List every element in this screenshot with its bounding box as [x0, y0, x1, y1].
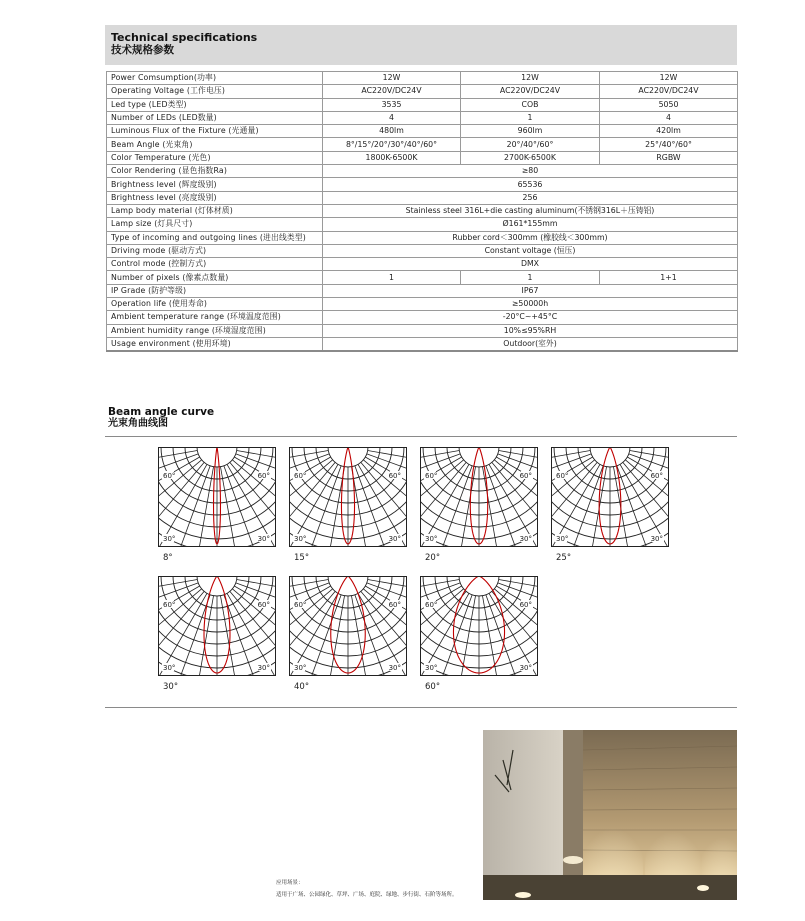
spec-row — [107, 204, 738, 217]
spec-value: 12W — [600, 72, 738, 85]
spec-value: 65536 — [323, 178, 738, 191]
spec-value: Rubber cord＜300mm (橡胶线＜300mm) — [323, 231, 738, 244]
spec-value: COB — [461, 98, 600, 111]
grid-spoke — [320, 467, 344, 547]
ring-label: 60° — [388, 472, 401, 480]
spec-label: Usage environment (使用环境) — [107, 337, 323, 351]
spec-row — [107, 98, 738, 111]
application-caption-text: 适用于广场、公园绿化、草坪、广场、庭院、绿地、步行街、石阶等场所。 — [276, 892, 458, 898]
beam-angle-label: 25° — [556, 553, 572, 563]
spec-label: Operating Voltage (工作电压) — [107, 85, 323, 98]
spec-header-band — [105, 25, 737, 65]
beam-top-divider — [105, 436, 737, 437]
ring-label: 60° — [556, 472, 569, 480]
spec-label: Ambient temperature range (环境温度范围) — [107, 311, 323, 324]
spec-value: ≥50000h — [323, 298, 738, 311]
spec-row — [107, 178, 738, 191]
grid-spoke — [320, 596, 344, 676]
beam-chart-svg — [551, 447, 669, 547]
spec-label: Led type (LED类型) — [107, 98, 323, 111]
grid-spoke — [189, 467, 213, 547]
beam-section-title: Beam angle curve — [108, 406, 215, 418]
spec-row — [107, 258, 738, 271]
spec-value: 1 — [461, 111, 600, 124]
application-caption-title: 应用场景： — [276, 880, 304, 886]
spec-value: 3535 — [323, 98, 461, 111]
beam-chart-svg — [420, 447, 538, 547]
spec-row — [107, 72, 738, 85]
ring-label: 60° — [388, 601, 401, 609]
ring-label: 60° — [425, 601, 438, 609]
spec-value: 960lm — [461, 125, 600, 138]
beam-chart-svg — [158, 447, 276, 547]
spec-value: AC220V/DC24V — [600, 85, 738, 98]
beam-bottom-divider — [105, 707, 737, 708]
ring-label: 30° — [556, 535, 569, 543]
spec-value: AC220V/DC24V — [461, 85, 600, 98]
ring-label: 60° — [257, 601, 270, 609]
spec-row — [107, 284, 738, 297]
spec-value: -20°C~+45°C — [323, 311, 738, 324]
spec-value: Ø161*155mm — [323, 218, 738, 231]
spec-subtitle: 技术规格参数 — [111, 44, 174, 56]
spec-value: 1800K-6500K — [323, 151, 461, 164]
ring-label: 30° — [294, 664, 307, 672]
beam-angle-label: 40° — [294, 682, 310, 692]
beam-angle-label: 15° — [294, 553, 310, 563]
spec-label: Beam Angle (光束角) — [107, 138, 323, 151]
spec-value: ≥80 — [323, 165, 738, 178]
beam-angle-label: 60° — [425, 682, 441, 692]
beam-chart — [158, 447, 276, 547]
spec-value: DMX — [323, 258, 738, 271]
spec-value: 4 — [323, 111, 461, 124]
ring-label: 60° — [294, 601, 307, 609]
spec-value: 1+1 — [600, 271, 738, 284]
spec-value: Outdoor(室外) — [323, 337, 738, 351]
beam-angle-label: 8° — [163, 553, 173, 563]
ring-label: 60° — [257, 472, 270, 480]
spec-value: 4 — [600, 111, 738, 124]
ring-label: 30° — [163, 535, 176, 543]
spec-value: 5050 — [600, 98, 738, 111]
ring-label: 30° — [163, 664, 176, 672]
beam-chart — [420, 447, 538, 547]
spec-row — [107, 138, 738, 151]
ring-label: 60° — [650, 472, 663, 480]
spec-value: 10%≤95%RH — [323, 324, 738, 337]
beam-chart — [420, 576, 538, 676]
spec-row — [107, 165, 738, 178]
spec-row — [107, 85, 738, 98]
spec-value: Stainless steel 316L+die casting aluminum(不锈钢316L＋压铸铝) — [323, 204, 738, 217]
ring-label: 30° — [650, 535, 663, 543]
spec-row — [107, 298, 738, 311]
beam-chart-svg — [289, 576, 407, 676]
beam-chart-svg — [289, 447, 407, 547]
spec-value: 256 — [323, 191, 738, 204]
spec-row — [107, 151, 738, 164]
spec-row — [107, 218, 738, 231]
spec-row — [107, 244, 738, 257]
spec-row — [107, 191, 738, 204]
spec-label: Brightness level (辉度级别) — [107, 178, 323, 191]
spec-label: Color Temperature (光色) — [107, 151, 323, 164]
spec-value: 8°/15°/20°/30°/40°/60° — [323, 138, 461, 151]
spec-row — [107, 231, 738, 244]
spec-label: Type of incoming and outgoing lines (进出线类型) — [107, 231, 323, 244]
spec-label: Luminous Flux of the Fixture (光通量) — [107, 125, 323, 138]
spec-row — [107, 125, 738, 138]
grid-spoke — [189, 596, 213, 676]
ring-label: 30° — [257, 535, 270, 543]
spec-label: Lamp size (灯具尺寸) — [107, 218, 323, 231]
ring-label: 60° — [519, 472, 532, 480]
beam-chart — [551, 447, 669, 547]
ring-label: 60° — [519, 601, 532, 609]
ring-label: 30° — [425, 535, 438, 543]
spec-value: 2700K-6500K — [461, 151, 600, 164]
spec-value: 1 — [461, 271, 600, 284]
spec-value: 480lm — [323, 125, 461, 138]
spec-title: Technical specifications — [111, 31, 258, 44]
spec-row — [107, 311, 738, 324]
ring-label: 60° — [294, 472, 307, 480]
spec-label: Number of pixels (像素点数量) — [107, 271, 323, 284]
beam-chart — [289, 447, 407, 547]
spec-table — [106, 71, 738, 352]
spec-value: AC220V/DC24V — [323, 85, 461, 98]
spec-value: RGBW — [600, 151, 738, 164]
grid-spoke — [351, 467, 375, 547]
spec-value: 25°/40°/60° — [600, 138, 738, 151]
spec-label: IP Grade (防护等级) — [107, 284, 323, 297]
spec-value: 420lm — [600, 125, 738, 138]
ring-label: 30° — [388, 535, 401, 543]
spec-label: Control mode (控制方式) — [107, 258, 323, 271]
spec-value: 20°/40°/60° — [461, 138, 600, 151]
ring-label: 30° — [294, 535, 307, 543]
ring-label: 30° — [519, 535, 532, 543]
spec-label: Ambient humidity range (环境湿度范围) — [107, 324, 323, 337]
ring-label: 60° — [163, 601, 176, 609]
spec-row — [107, 271, 738, 284]
beam-angle-label: 20° — [425, 553, 441, 563]
spec-row — [107, 324, 738, 337]
ring-label: 60° — [425, 472, 438, 480]
spec-value: 12W — [323, 72, 461, 85]
grid-spoke — [351, 596, 375, 676]
beam-chart — [289, 576, 407, 676]
ring-label: 30° — [388, 664, 401, 672]
spec-label: Brightness level (亮度级别) — [107, 191, 323, 204]
spec-value: 12W — [461, 72, 600, 85]
spec-label: Lamp body material (灯体材质) — [107, 204, 323, 217]
spec-value: 1 — [323, 271, 461, 284]
application-photo — [483, 730, 737, 900]
beam-chart — [158, 576, 276, 676]
spec-label: Operation life (使用寿命) — [107, 298, 323, 311]
spec-label: Driving mode (驱动方式) — [107, 244, 323, 257]
spec-label: Power Comsumption(功率) — [107, 72, 323, 85]
ring-label: 30° — [425, 664, 438, 672]
beam-section-subtitle: 光束角曲线图 — [108, 418, 168, 429]
ring-label: 60° — [163, 472, 176, 480]
ring-label: 30° — [519, 664, 532, 672]
beam-chart-svg — [420, 576, 538, 676]
beam-chart-svg — [158, 576, 276, 676]
spec-value: IP67 — [323, 284, 738, 297]
spec-value: Constant voltage (恒压) — [323, 244, 738, 257]
spec-row — [107, 111, 738, 124]
beam-angle-label: 30° — [163, 682, 179, 692]
spec-label: Number of LEDs (LED数量) — [107, 111, 323, 124]
grid-spoke — [220, 467, 244, 547]
spec-row — [107, 337, 738, 351]
ring-label: 30° — [257, 664, 270, 672]
spec-label: Color Rendering (显色指数Ra) — [107, 165, 323, 178]
grid-spoke — [220, 596, 244, 676]
